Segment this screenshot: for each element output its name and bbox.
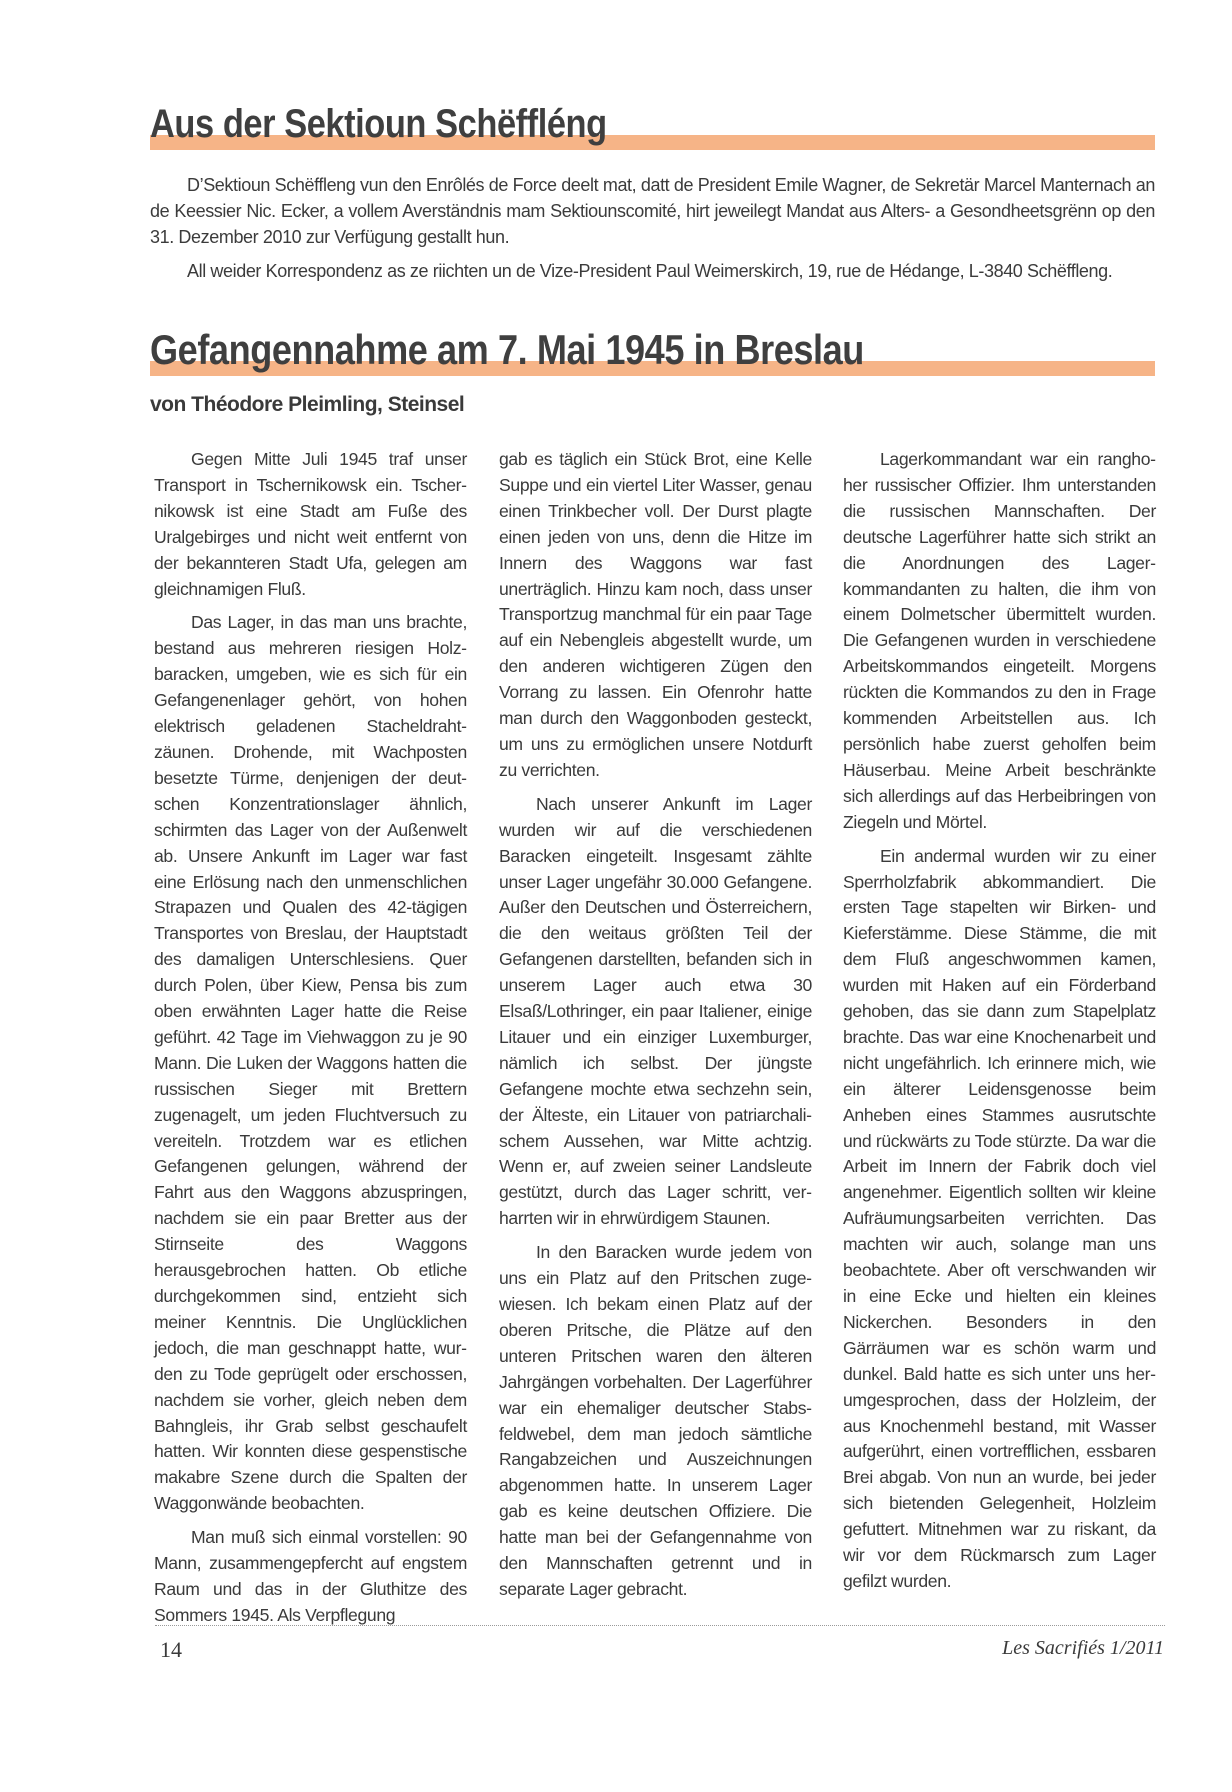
article-title: Gefangennahme am 7. Mai 1945 in Breslau — [150, 326, 864, 373]
article-column-1 — [154, 447, 467, 1637]
section-heading-schefflenk — [150, 100, 1155, 160]
paragraph: In den Baracken wurde jedem von uns ein Platz auf den Pritschen zugewiesen. Ich bekam einen Platz auf der oberen Pritsche, die Plätze auf den unteren Pritschen waren den älteren Jahrgängen vorbehalten. Der Lagerführer war ein ehemaliger deutscher Stabsfeldwebel, dem man jedoch sämtliche Rangabzeichen und Auszeichnungen abgenommen hatte. In unserem Lager gab es keine deutschen Offiziere. Die hatte man bei der Gefangennahme von den Mannschaften getrennt und in separate Lager gebracht. — [499, 1242, 812, 1599]
paragraph-continued: gab es täglich ein Stück Brot, eine Kelle Suppe und ein viertel Liter Wasser, genau einen Trinkbecher voll. Der Durst plagte einen jeden von uns, denn die Hitze im Innern des Waggons war fast unerträglich. Hinzu kam noch, dass unser Transportzug manchmal für ein paar Tage auf ein Nebengleis abgestellt wurde, um den anderen wichtigeren Zügen den Vorrang zu lassen. Ein Ofenrohr hatte man durch den Waggonboden gesteckt, um uns zu ermöglichen unsere Notdurft zu verrichten. — [499, 449, 812, 780]
paragraph: Man muß sich einmal vorstellen: 90 Mann, zusammengepfercht auf engstem Raum und das in der Gluthitze des Sommers 1945. Als Verpflegung — [154, 1527, 467, 1625]
section-title: Aus der Sektioun Schëffléng — [150, 102, 607, 146]
paragraph: Das Lager, in das man uns brachte, bestand aus mehreren riesigen Holzbaracken, umgeben, wie es sich für ein Gefangenenlager gehört, von hohen elektrisch geladenen Stacheldrahtzäunen. Drohende, mit Wachposten besetzte Türme, denjenigen der deutschen Konzentrationslager ähnlich, schirmten das Lager von der Außenwelt ab. Unsere Ankunft im Lager war fast eine Erlösung nach den unmenschlichen Strapazen und Qualen des 42-tägigen Transportes von Breslau, der Hauptstadt des damaligen Unterschlesiens. Quer durch Polen, über Kiew, Pensa bis zum oben erwähnten Lager hatte die Reise geführt. 42 Tage im Viehwaggon zu je 90 Mann. Die Luken der Waggons hatten die russischen Sieger mit Brettern zugenagelt, um jeden Fluchtversuch zu vereiteln. Trotzdem war es etlichen Gefangenen gelungen, während der Fahrt aus den Waggons abzuspringen, nachdem sie ein paar Bretter aus der Stirnseite des Waggons herausgebrochen hatten. Ob etliche durchgekommen sind, entzieht sich meiner Kenntnis. Die Unglücklichen jedoch, die man geschnappt hatte, wurden zu Tode geprügelt oder erschossen, nachdem sie vorher, gleich neben dem Bahngleis, ihr Grab selbst geschaufelt hatten. Wir konnten diese gespenstische makabre Szene durch die Spalten der Waggonwände beobachten. — [154, 612, 467, 1514]
section1-body — [150, 172, 1155, 292]
article-byline: von Théodore Pleimling, Steinsel — [150, 393, 465, 416]
paragraph: Lagerkommandant war ein ranghoher russischer Offizier. Ihm unterstanden die russischen Mannschaften. Der deutsche Lagerführer hatte sich strikt an die Anordnungen des Lagerkommandanten zu halten, die ihm von einem Dolmetscher übermittelt wurden. Die Gefangenen wurden in verschiedene Arbeitskommandos eingeteilt. Morgens rückten die Kommandos zu den in Frage kommenden Arbeitstellen aus. Ich persönlich habe zuerst geholfen beim Häuserbau. Meine Arbeit beschränkte sich allerdings auf das Herbeibringen von Ziegeln und Mörtel. — [843, 449, 1156, 832]
page-number: 14 — [160, 1637, 182, 1662]
paragraph: All weider Korrespondenz as ze riichten un de Vize-President Paul Weimerskirch, 19, rue de Hédange, L-3840 Schëffleng. — [187, 261, 1113, 281]
paragraph: Nach unserer Ankunft im Lager wurden wir auf die verschiedenen Baracken eingeteilt. Insgesamt zählte unser Lager ungefähr 30.000 Gefangene. Außer den Deutschen und Österreichern, die den weitaus größten Teil der Gefangenen darstellten, befanden sich in unserem Lager auch etwa 30 Elsaß/Lothringer, ein paar Italiener, einige Litauer und ein einziger Luxemburger, nämlich ich selbst. Der jüngste Gefangene mochte etwa sechzehn sein, der Älteste, ein Litauer von patriarchalischem Aussehen, war Mitte achtzig. Wenn er, auf zweien seiner Landsleute gestützt, durch das Lager schritt, verharrten wir in ehrwürdigem Staunen. — [499, 793, 812, 1229]
article-column-2 — [499, 447, 812, 1611]
paragraph: D’Sektioun Schëffleng vun den Enrôlés de Force deelt mat, datt de President Emile Wagner, de Sekretär Marcel Manternach an de Keessier Nic. Ecker, a vollem Averständnis mam Sektiounscomité, hirt jeweilegt Mandat aus Alters- a Gesondheetsgrënn op den 31. Dezember 2010 zur Verfügung gestallt hun. — [150, 175, 1155, 247]
publication-name: Les Sacrifiés 1/2011 — [1002, 1637, 1164, 1659]
paragraph: Ein andermal wurden wir zu einer Sperrholzfabrik abkommandiert. Die ersten Tage stapelten wir Birken- und Kieferstämme. Diese Stämme, die mit dem Fluß angeschwommen kamen, wurden mit Haken auf ein Förderband gehoben, das sie dann zum Stapelplatz brachte. Das war eine Knochenarbeit und nicht ungefährlich. Ich erinnere mich, wie ein älterer Leidensgenosse beim Anheben eines Stammes ausrutschte und rückwärts zu Tode stürzte. Da war die Arbeit im Innern der Fabrik doch viel angenehmer. Eigentlich sollten wir kleine Aufräumungsarbeiten verrichten. Das machten wir auch, solange man uns beobachtete. Aber oft verschwanden wir in eine Ecke und hielten ein kleines Nickerchen. Besonders in den Gärräumen war es schön warm und dunkel. Bald hatte es sich unter uns herumgesprochen, dass der Holzleim, der aus Knochenmehl bestand, mit Wasser aufgerührt, einen vortrefflichen, essbaren Brei abgab. Von nun an wurde, bei jeder sich bietenden Gelegenheit, Holzleim gefuttert. Mitnehmen war zu riskant, da wir vor dem Rückmarsch zum Lager gefilzt wurden. — [843, 845, 1156, 1591]
paragraph: Gegen Mitte Juli 1945 traf unser Transport in Tschernikowsk ein. Tschernikowsk ist eine Stadt am Fuße des Uralgebirges und nicht weit entfernt von der bekannteren Stadt Ufa, gelegen am gleichnamigen Fluß. — [154, 449, 467, 599]
section-heading-article — [150, 325, 1155, 385]
footer-divider — [155, 1625, 1165, 1626]
article-column-3 — [843, 447, 1156, 1603]
